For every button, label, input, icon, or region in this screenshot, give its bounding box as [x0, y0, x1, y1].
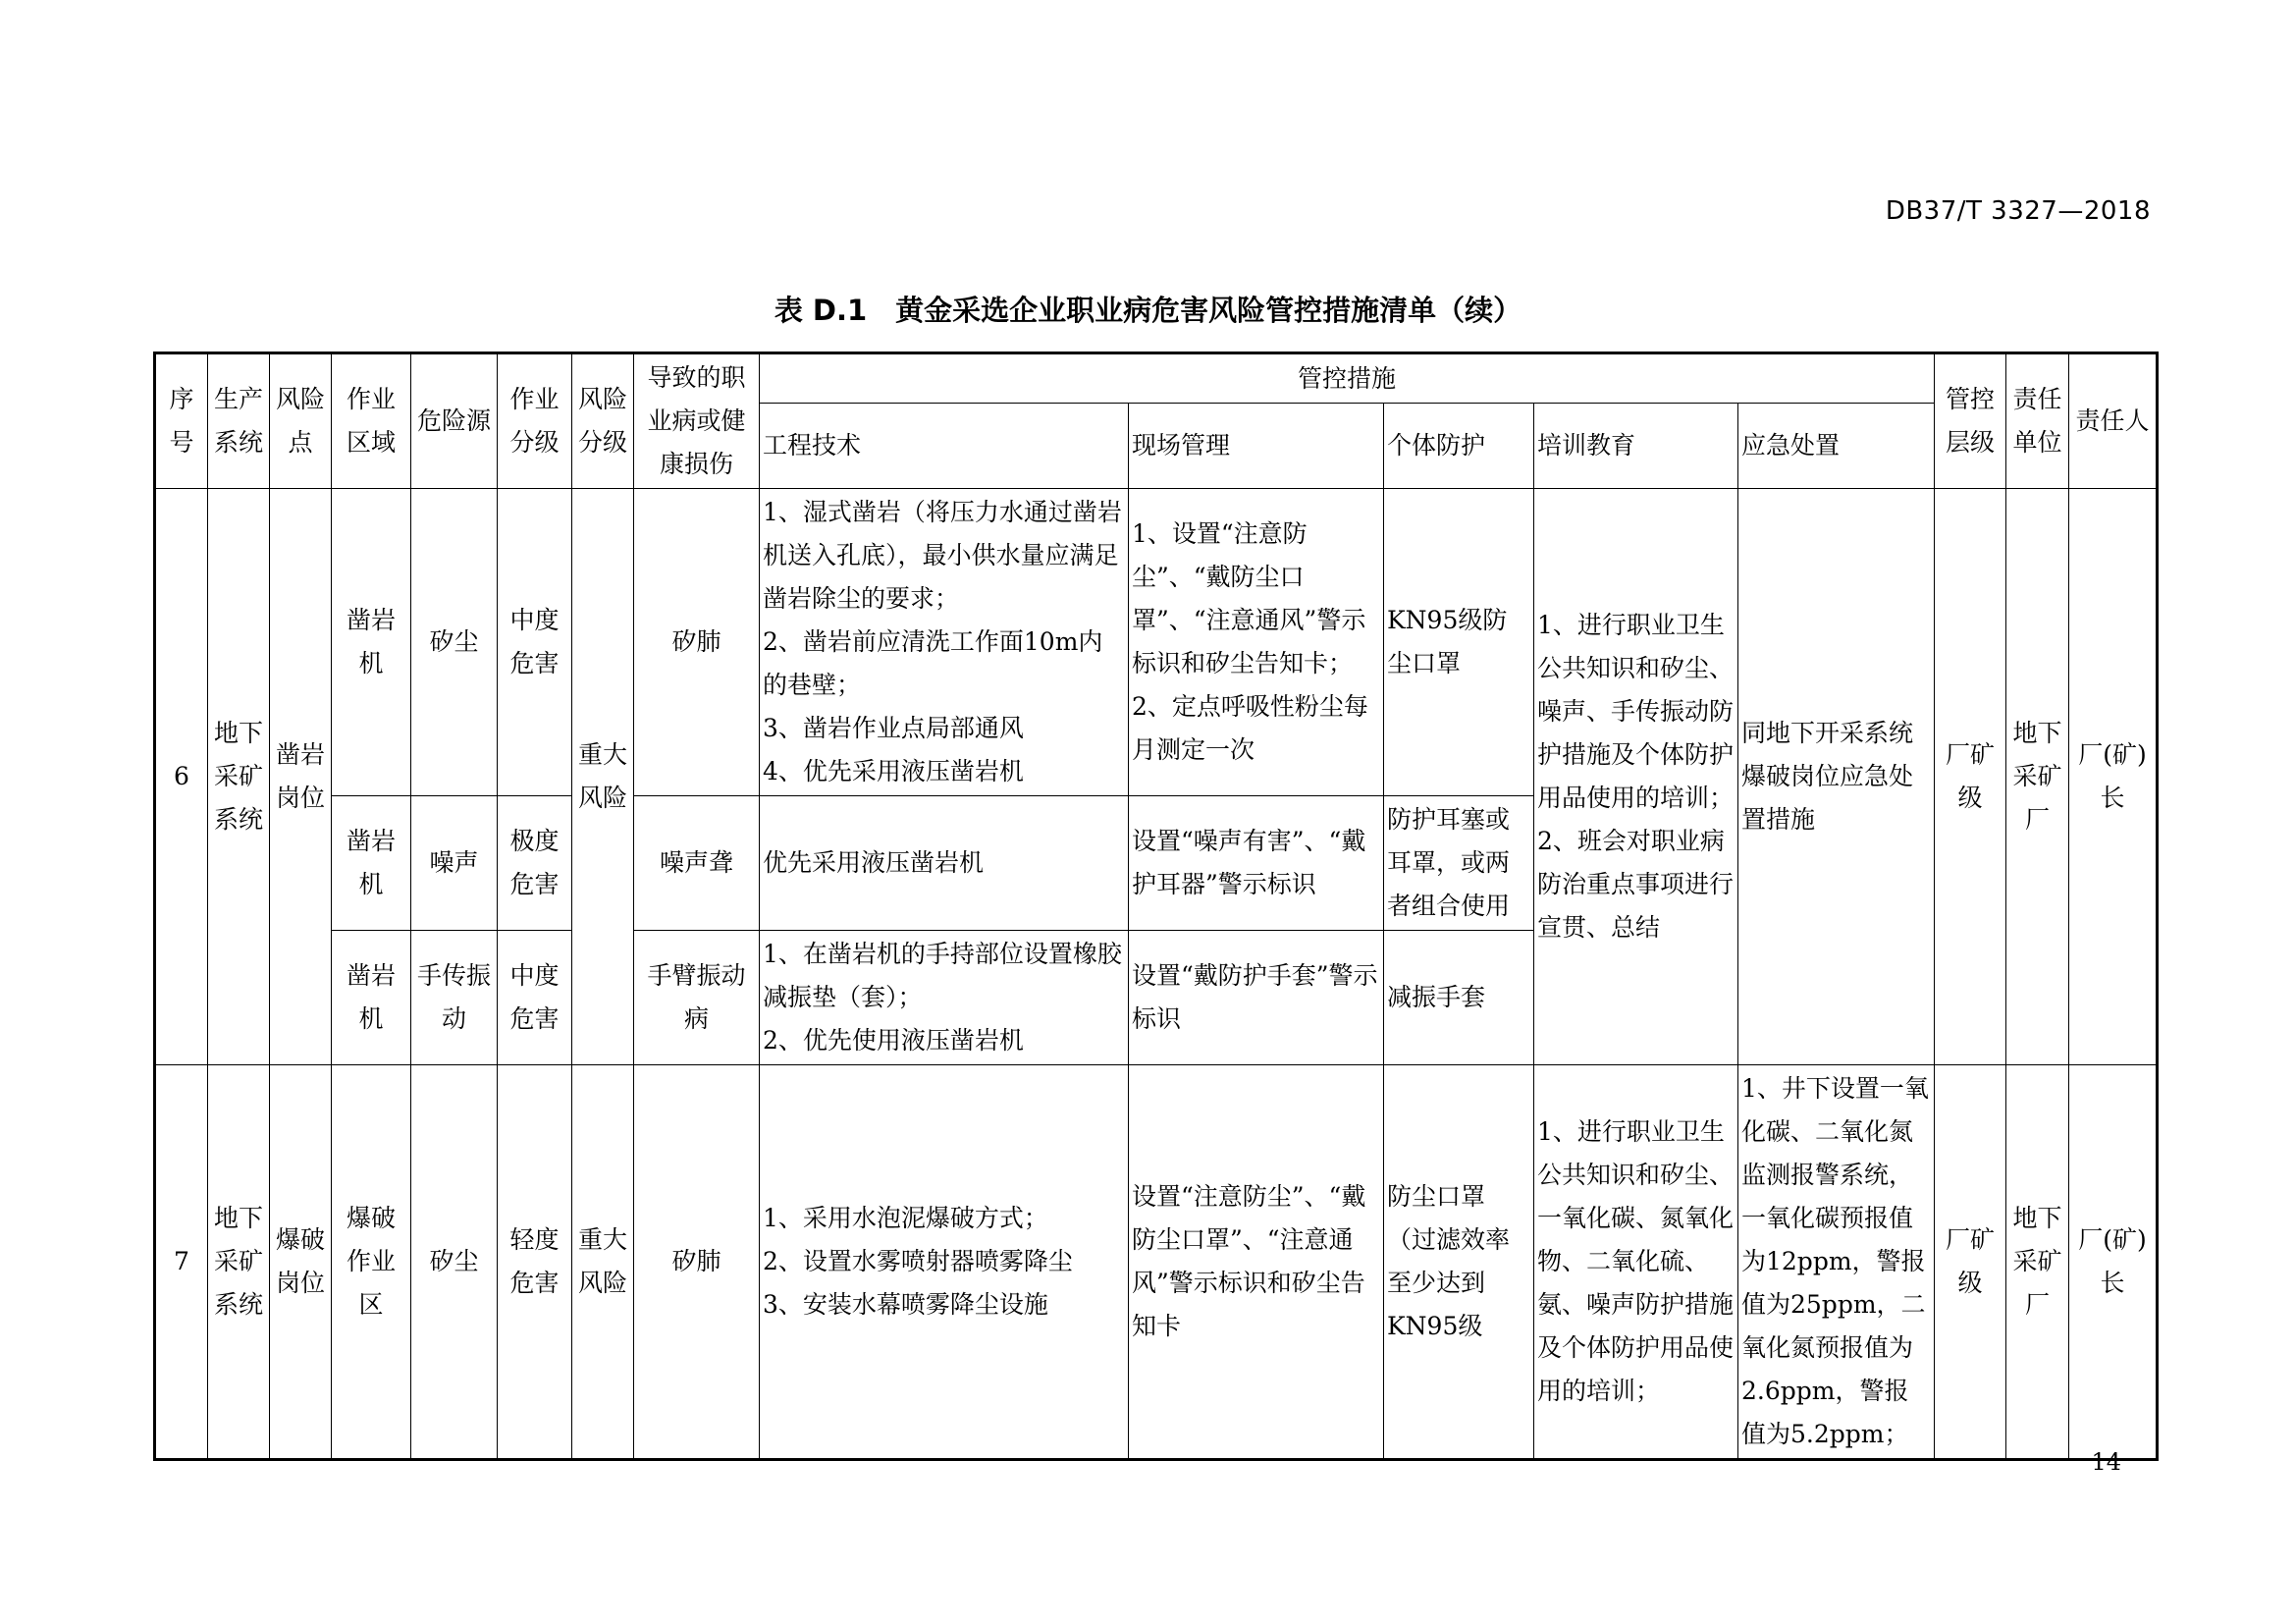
- col-header-system: 生产系统: [208, 353, 270, 489]
- col-header-hazard: 危险源: [411, 353, 498, 489]
- cell-site: 设置“噪声有害”、“戴护耳器”警示标识: [1129, 796, 1384, 931]
- cell-emergency: 1、井下设置一氧化碳、二氧化氮监测报警系统，一氧化碳预报值为12ppm，警报值为25ppm，二氧化氮预报值为2.6ppm，警报值为5.2ppm；: [1738, 1065, 1935, 1460]
- cell-ppe: 防护耳塞或耳罩，或两者组合使用: [1384, 796, 1534, 931]
- cell-work-grade: 极度危害: [498, 796, 572, 931]
- cell-ppe: 防尘口罩（过滤效率至少达到KN95级: [1384, 1065, 1534, 1460]
- col-header-ppe: 个体防护: [1384, 404, 1534, 489]
- cell-work-area: 爆破作业区: [332, 1065, 411, 1460]
- cell-hazard: 手传振动: [411, 931, 498, 1065]
- cell-ppe: 减振手套: [1384, 931, 1534, 1065]
- cell-risk-grade: 重大风险: [572, 1065, 634, 1460]
- cell-site: 设置“戴防护手套”警示标识: [1129, 931, 1384, 1065]
- cell-risk-point: 爆破岗位: [270, 1065, 332, 1460]
- cell-control-level: 厂矿级: [1935, 1065, 2006, 1460]
- cell-resp-person: 厂(矿)长: [2069, 1065, 2158, 1460]
- cell-site: 设置“注意防尘”、“戴防尘口罩”、“注意通风”警示标识和矽尘告知卡: [1129, 1065, 1384, 1460]
- col-header-work-area: 作业区域: [332, 353, 411, 489]
- cell-system: 地下采矿系统: [208, 1065, 270, 1460]
- col-header-site: 现场管理: [1129, 404, 1384, 489]
- cell-disease: 手臂振动病: [634, 931, 760, 1065]
- cell-engineering: 优先采用液压凿岩机: [760, 796, 1129, 931]
- page-number: 14: [2091, 1448, 2121, 1476]
- cell-system: 地下采矿系统: [208, 489, 270, 1065]
- col-header-risk-point: 风险点: [270, 353, 332, 489]
- cell-hazard: 矽尘: [411, 489, 498, 796]
- col-header-seq: 序号: [155, 353, 208, 489]
- col-header-engineering: 工程技术: [760, 404, 1129, 489]
- cell-resp-unit: 地下采矿厂: [2006, 1065, 2069, 1460]
- standard-code: DB37/T 3327—2018: [1885, 196, 2151, 226]
- cell-resp-unit: 地下采矿厂: [2006, 489, 2069, 1065]
- col-header-resp-unit: 责任单位: [2006, 353, 2069, 489]
- cell-disease: 矽肺: [634, 489, 760, 796]
- cell-work-grade: 中度危害: [498, 489, 572, 796]
- cell-work-area: 凿岩机: [332, 931, 411, 1065]
- cell-hazard: 矽尘: [411, 1065, 498, 1460]
- cell-risk-grade: 重大风险: [572, 489, 634, 1065]
- cell-engineering: 1、湿式凿岩（将压力水通过凿岩机送入孔底），最小供水量应满足凿岩除尘的要求； 2、凿岩前应清洗工作面10m内的巷壁； 3、凿岩作业点局部通风 4、优先采用液压凿岩机: [760, 489, 1129, 796]
- cell-work-grade: 中度危害: [498, 931, 572, 1065]
- table-row: [155, 1065, 2158, 1460]
- cell-emergency: 同地下开采系统爆破岗位应急处置措施: [1738, 489, 1935, 1065]
- col-header-training: 培训教育: [1534, 404, 1738, 489]
- cell-resp-person: 厂(矿)长: [2069, 489, 2158, 1065]
- cell-work-area: 凿岩机: [332, 489, 411, 796]
- cell-hazard: 噪声: [411, 796, 498, 931]
- cell-engineering: 1、采用水泡泥爆破方式； 2、设置水雾喷射器喷雾降尘 3、安装水幕喷雾降尘设施: [760, 1065, 1129, 1460]
- risk-control-table: [153, 352, 2159, 1461]
- cell-seq: 6: [155, 489, 208, 1065]
- cell-training: 1、进行职业卫生公共知识和矽尘、一氧化碳、氮氧化物、二氧化硫、氨、噪声防护措施及个体防护用品使用的培训；: [1534, 1065, 1738, 1460]
- cell-disease: 噪声聋: [634, 796, 760, 931]
- col-header-emergency: 应急处置: [1738, 404, 1935, 489]
- cell-site: 1、设置“注意防尘”、“戴防尘口罩”、“注意通风”警示标识和矽尘告知卡； 2、定点呼吸性粉尘每月测定一次: [1129, 489, 1384, 796]
- cell-risk-point: 凿岩岗位: [270, 489, 332, 1065]
- col-header-control-level: 管控层级: [1935, 353, 2006, 489]
- cell-work-area: 凿岩机: [332, 796, 411, 931]
- table-row: [155, 489, 2158, 796]
- col-header-resp-person: 责任人: [2069, 353, 2158, 489]
- col-header-work-grade: 作业分级: [498, 353, 572, 489]
- col-header-disease: 导致的职业病或健康损伤: [634, 353, 760, 489]
- cell-work-grade: 轻度危害: [498, 1065, 572, 1460]
- cell-disease: 矽肺: [634, 1065, 760, 1460]
- cell-ppe: KN95级防尘口罩: [1384, 489, 1534, 796]
- cell-seq: 7: [155, 1065, 208, 1460]
- cell-control-level: 厂矿级: [1935, 489, 2006, 1065]
- cell-training: 1、进行职业卫生公共知识和矽尘、噪声、手传振动防护措施及个体防护用品使用的培训； 2、班会对职业病防治重点事项进行宣贯、总结: [1534, 489, 1738, 1065]
- col-header-risk-grade: 风险分级: [572, 353, 634, 489]
- cell-engineering: 1、在凿岩机的手持部位设置橡胶减振垫（套）； 2、优先使用液压凿岩机: [760, 931, 1129, 1065]
- col-header-control: 管控措施: [760, 353, 1935, 404]
- table-title: 表 D.1 黄金采选企业职业病危害风险管控措施清单（续）: [774, 294, 1522, 327]
